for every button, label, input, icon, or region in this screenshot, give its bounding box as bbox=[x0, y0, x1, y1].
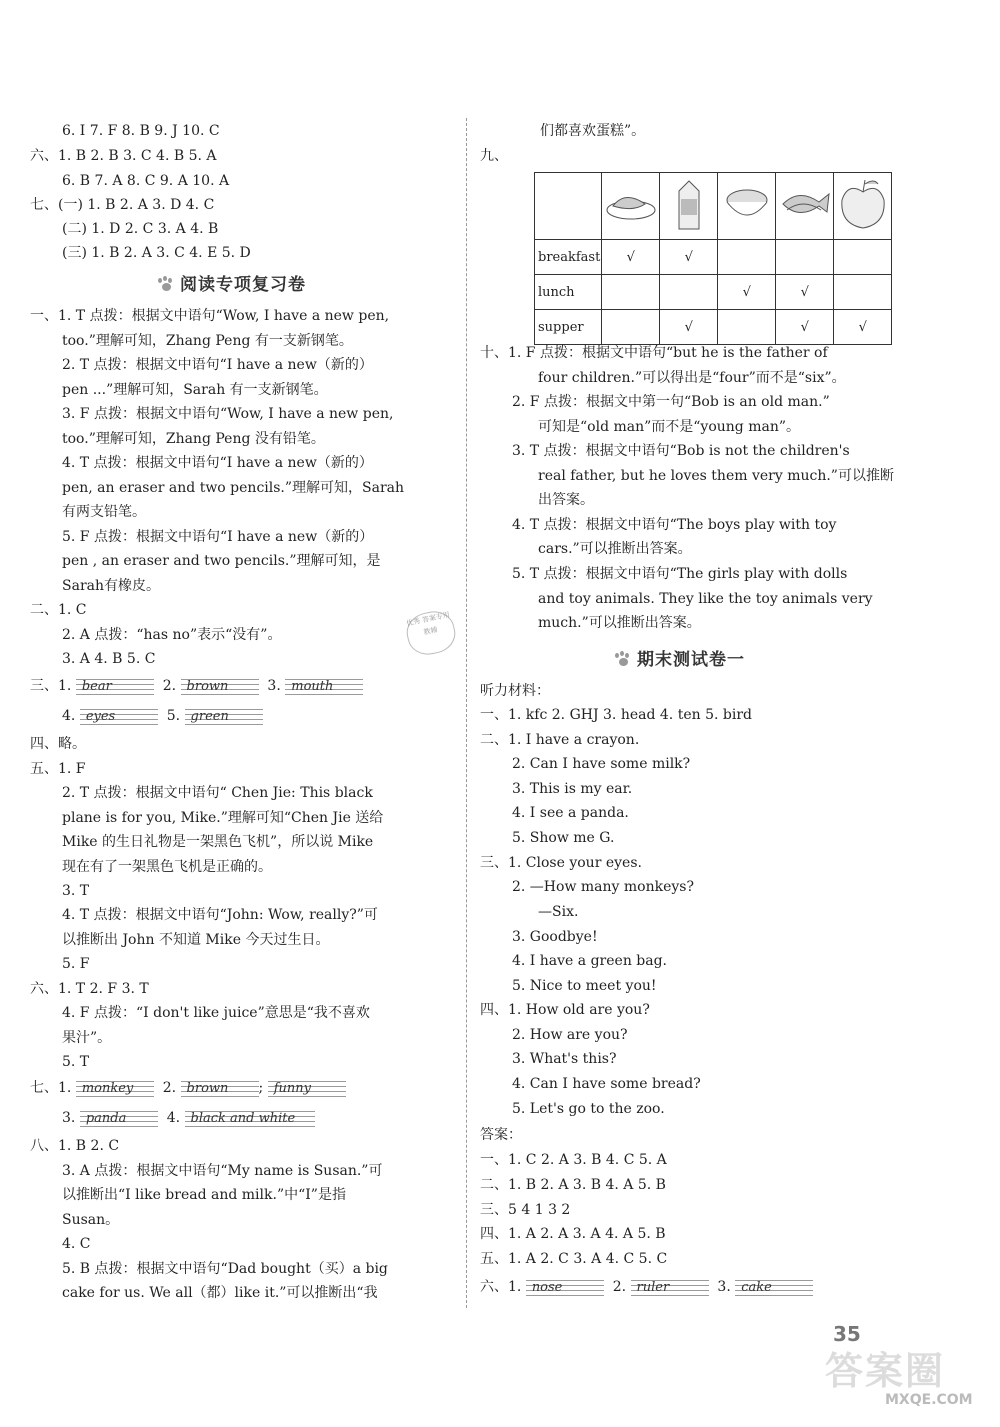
reading-line: Sarah有橡皮。 bbox=[62, 578, 160, 594]
listening-line: 2. How are you? bbox=[512, 1027, 628, 1043]
check-cell bbox=[718, 240, 776, 275]
check-cell: √ bbox=[718, 275, 776, 310]
listening-line: 4. Can I have some bread? bbox=[512, 1076, 701, 1092]
apple-icon bbox=[834, 173, 892, 240]
reading-line: 2. A 点拨：“has no”表示“没有”。 bbox=[62, 627, 282, 643]
answer-line: 6. I 7. F 8. B 9. J 10. C bbox=[62, 123, 220, 139]
answer-line: Mike 的生日礼物是一架黑色飞机”，所以说 Mike bbox=[62, 834, 374, 850]
listening-line: 一、1. kfc 2. GHJ 3. head 4. ten 5. bird bbox=[480, 707, 752, 723]
question-number: 九、 bbox=[480, 148, 508, 164]
answer-line: 以推断出 John 不知道 Mike 今天过生日。 bbox=[62, 932, 330, 948]
check-cell bbox=[660, 275, 718, 310]
listening-line: 5. Nice to meet you! bbox=[512, 978, 657, 994]
answer-line: much.”可以推断出答案。 bbox=[538, 615, 701, 631]
listening-line: 四、1. How old are you? bbox=[480, 1002, 650, 1018]
answer-line: 2. T 点拨：根据文中语句“ Chen Jie: This black bbox=[62, 785, 373, 801]
check-cell bbox=[834, 275, 892, 310]
answer-line: real father, but he loves them very much.”可以推断 bbox=[538, 468, 894, 484]
answer-line: Susan。 bbox=[62, 1212, 120, 1228]
section-title: 期末测试卷一 bbox=[615, 645, 745, 670]
answer-line: 4. F 点拨：“I don't like juice”意思是“我不喜欢 bbox=[62, 1005, 370, 1021]
listening-line: 3. What's this? bbox=[512, 1051, 617, 1067]
reading-line: 2. T 点拨：根据文中语句“I have a new（新的） bbox=[62, 357, 373, 373]
check-cell bbox=[602, 310, 660, 345]
answer-line: 6. B 7. A 8. C 9. A 10. A bbox=[62, 173, 230, 189]
handwriting-answer: black and white bbox=[185, 1107, 315, 1129]
listening-line: 3. This is my ear. bbox=[512, 781, 633, 797]
answer-line: 以推断出“I like bread and milk.”中“I”是指 bbox=[62, 1187, 346, 1203]
meal-table bbox=[534, 172, 892, 345]
answer-line: 六、1. B 2. B 3. C 4. B 5. A bbox=[30, 148, 217, 164]
reading-line: 二、1. C bbox=[30, 602, 87, 618]
check-cell: √ bbox=[776, 310, 834, 345]
answer-line: 一、1. C 2. A 3. B 4. C 5. A bbox=[480, 1152, 667, 1168]
fish-dish-icon bbox=[602, 173, 660, 240]
answer-line: 3. A 点拨：根据文中语句“My name is Susan.”可 bbox=[62, 1163, 383, 1179]
answer-line: 果汁”。 bbox=[62, 1030, 112, 1046]
handwriting-answer: ruler bbox=[631, 1276, 709, 1298]
listening-line: —Six. bbox=[538, 904, 579, 920]
check-cell: √ bbox=[776, 275, 834, 310]
reading-line: 4. T 点拨：根据文中语句“I have a new（新的） bbox=[62, 455, 373, 471]
reading-line: 3. A 4. B 5. C bbox=[62, 651, 156, 667]
rice-bowl-icon bbox=[718, 173, 776, 240]
handwriting-row: 七、1. monkey 2. brown ; funny bbox=[30, 1077, 346, 1099]
reading-line: pen, an eraser and two pencils.”理解可知，Sarah bbox=[62, 480, 405, 496]
table-row bbox=[535, 275, 892, 310]
answer-line: and toy animals. They like the toy animals very bbox=[538, 591, 873, 607]
listening-line: 5. Let's go to the zoo. bbox=[512, 1101, 665, 1117]
answer-line: four children.”可以得出是“four”而不是“six”。 bbox=[538, 370, 846, 386]
answer-line: 可知是“old man”而不是“young man”。 bbox=[538, 419, 801, 435]
answer-line: 5. F bbox=[62, 956, 90, 972]
listening-line: 4. I see a panda. bbox=[512, 805, 629, 821]
answer-line: 二、1. B 2. A 3. B 4. A 5. B bbox=[480, 1177, 666, 1193]
answer-line: 5. T 点拨：根据文中语句“The girls play with dolls bbox=[512, 566, 848, 582]
listening-line: 三、1. Close your eyes. bbox=[480, 855, 642, 871]
listening-line: 2. Can I have some milk? bbox=[512, 756, 691, 772]
handwriting-row: 4. eyes 5. green bbox=[62, 705, 263, 727]
check-cell bbox=[718, 310, 776, 345]
handwriting-answer: cake bbox=[735, 1276, 813, 1298]
section-title: 阅读专项复习卷 bbox=[158, 270, 306, 295]
listening-line: 5. Show me G. bbox=[512, 830, 615, 846]
answer-line: 四、略。 bbox=[30, 736, 86, 752]
answer-line: (三) 1. B 2. A 3. C 4. E 5. D bbox=[62, 245, 251, 261]
handwriting-answer: eyes bbox=[80, 705, 158, 727]
handwriting-answer: nose bbox=[526, 1276, 604, 1298]
answer-line: 5. T bbox=[62, 1054, 90, 1070]
answer-line: 2. F 点拨：根据文中第一句“Bob is an old man.” bbox=[512, 394, 830, 410]
seal-stamp: 优秀 答案专用 教辅 bbox=[403, 607, 459, 658]
check-cell: √ bbox=[602, 240, 660, 275]
check-cell: √ bbox=[660, 240, 718, 275]
answer-line: 4. C bbox=[62, 1236, 91, 1252]
handwriting-answer: brown bbox=[181, 1077, 259, 1099]
row-label: breakfast bbox=[535, 240, 602, 275]
table-row bbox=[535, 240, 892, 275]
reading-line: pen ...”理解可知，Sarah 有一支新钢笔。 bbox=[62, 382, 328, 398]
watermark-url: MXQE.COM bbox=[885, 1392, 973, 1408]
handwriting-answer: brown bbox=[181, 675, 259, 697]
page-number: 35 bbox=[833, 1322, 861, 1346]
answer-line: 七、(一) 1. B 2. A 3. D 4. C bbox=[30, 197, 215, 213]
handwriting-answer: monkey bbox=[76, 1077, 154, 1099]
handwriting-row: 六、1. nose 2. ruler 3. cake bbox=[480, 1276, 813, 1298]
answer-line: 五、1. F bbox=[30, 761, 86, 777]
answer-line: 4. T 点拨：根据文中语句“John: Wow, really?”可 bbox=[62, 907, 378, 923]
column-divider bbox=[466, 118, 467, 1308]
answer-line: 五、1. A 2. C 3. A 4. C 5. C bbox=[480, 1251, 668, 1267]
listening-line: 4. I have a green bag. bbox=[512, 953, 668, 969]
check-cell: √ bbox=[834, 310, 892, 345]
answer-line: 3. T 点拨：根据文中语句“Bob is not the children's bbox=[512, 443, 850, 459]
answer-line: 4. T 点拨：根据文中语句“The boys play with toy bbox=[512, 517, 837, 533]
handwriting-row: 三、1. bear 2. brown 3. mouth bbox=[30, 675, 363, 697]
handwriting-answer: bear bbox=[76, 675, 154, 697]
answer-line: plane is for you, Mike.”理解可知“Chen Jie 送给 bbox=[62, 810, 384, 826]
handwriting-answer: mouth bbox=[285, 675, 363, 697]
listening-line: 3. Goodbye! bbox=[512, 929, 598, 945]
reading-line: 3. F 点拨：根据文中语句“Wow, I have a new pen, bbox=[62, 406, 394, 422]
row-label: supper bbox=[535, 310, 602, 345]
handwriting-row: 3. panda 4. black and white bbox=[62, 1107, 315, 1129]
answer-line: 八、1. B 2. C bbox=[30, 1138, 120, 1154]
milk-carton-icon bbox=[660, 173, 718, 240]
answer-line: 十、1. F 点拨：根据文中语句“but he is the father of bbox=[480, 345, 828, 361]
check-cell: √ bbox=[660, 310, 718, 345]
answer-line: (二) 1. D 2. C 3. A 4. B bbox=[62, 221, 219, 237]
table-row bbox=[535, 310, 892, 345]
answer-line: 3. T bbox=[62, 883, 90, 899]
listening-line: 二、1. I have a crayon. bbox=[480, 732, 640, 748]
answer-line: cake for us. We all（都）like it.”可以推断出“我 bbox=[62, 1285, 378, 1301]
answer-line: 三、5 4 1 3 2 bbox=[480, 1202, 571, 1218]
reading-line: pen , an eraser and two pencils.”理解可知，是 bbox=[62, 553, 381, 569]
row-label: lunch bbox=[535, 275, 602, 310]
listening-label: 听力材料： bbox=[480, 683, 550, 699]
reading-line: 5. F 点拨：根据文中语句“I have a new（新的） bbox=[62, 529, 374, 545]
answer-line: 六、1. T 2. F 3. T bbox=[30, 981, 149, 997]
reading-line: 有两支铅笔。 bbox=[62, 504, 146, 520]
paw-icon bbox=[158, 276, 174, 292]
answer-line: cars.”可以推断出答案。 bbox=[538, 541, 692, 557]
answers-label: 答案： bbox=[480, 1127, 522, 1143]
answer-line: 现在有了一架黑色飞机是正确的。 bbox=[62, 859, 272, 875]
answer-line: 们都喜欢蛋糕”。 bbox=[540, 123, 646, 139]
reading-line: 一、1. T 点拨：根据文中语句“Wow, I have a new pen, bbox=[30, 308, 390, 324]
watermark-logo: 答案圈 bbox=[825, 1349, 946, 1393]
answer-line: 出答案。 bbox=[538, 492, 594, 508]
handwriting-answer: green bbox=[185, 705, 263, 727]
paw-icon bbox=[615, 651, 631, 667]
check-cell bbox=[834, 240, 892, 275]
reading-line: too.”理解可知，Zhang Peng 有一支新钢笔。 bbox=[62, 333, 353, 349]
handwriting-answer: funny bbox=[268, 1077, 346, 1099]
handwriting-answer: panda bbox=[80, 1107, 158, 1129]
answer-line: 四、1. A 2. A 3. A 4. A 5. B bbox=[480, 1226, 666, 1242]
fish-icon bbox=[776, 173, 834, 240]
check-cell bbox=[776, 240, 834, 275]
reading-line: too.”理解可知，Zhang Peng 没有铅笔。 bbox=[62, 431, 325, 447]
listening-line: 2. —How many monkeys? bbox=[512, 879, 694, 895]
check-cell bbox=[602, 275, 660, 310]
answer-line: 5. B 点拨：根据文中语句“Dad bought（买）a big bbox=[62, 1261, 388, 1277]
